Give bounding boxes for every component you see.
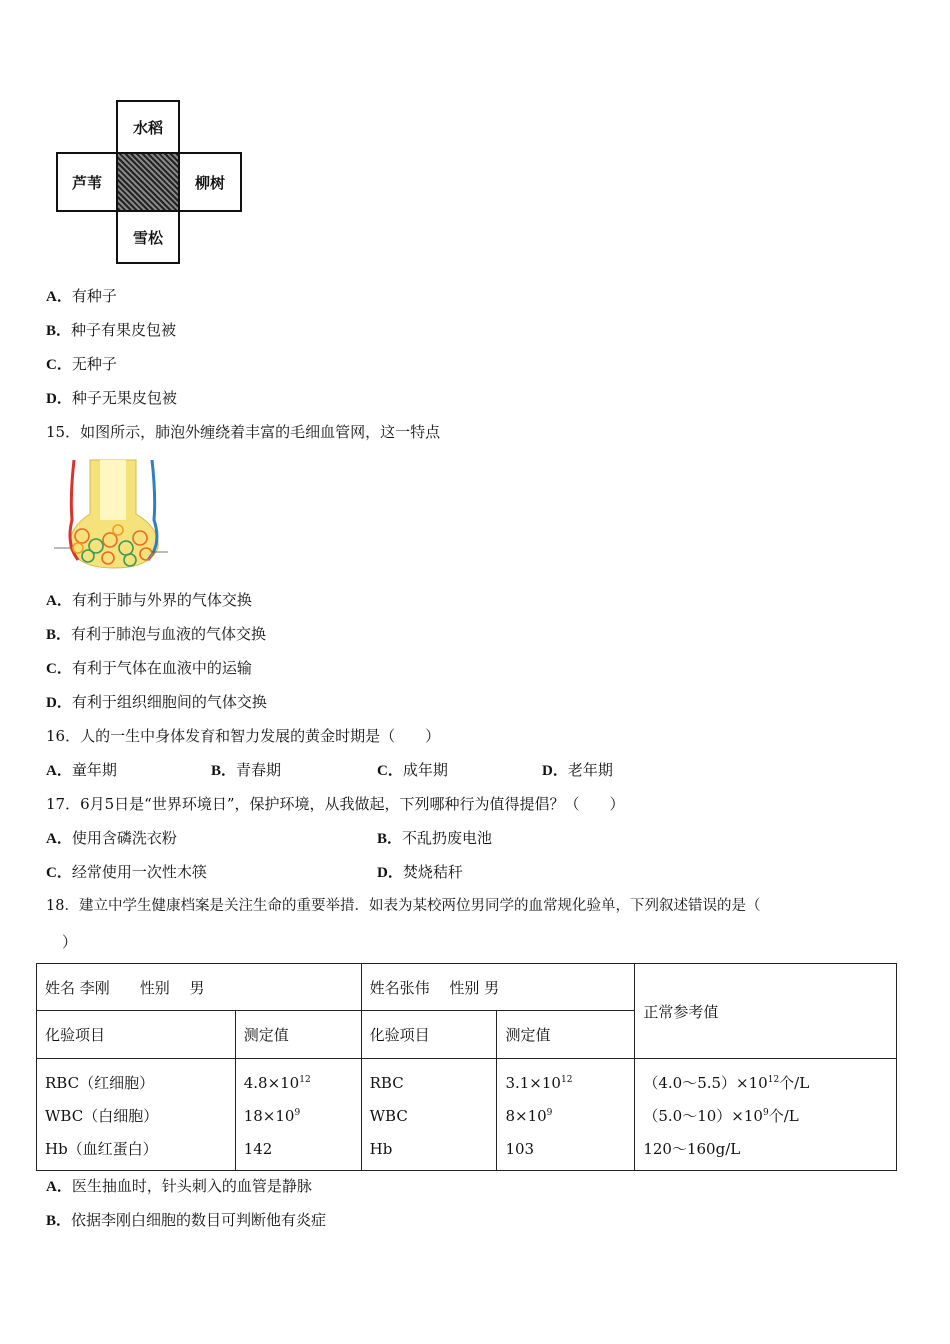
cross-cell-top bbox=[116, 100, 180, 154]
p2-value-hb: 103 bbox=[505, 1140, 535, 1158]
p2-item-rbc: RBC bbox=[369, 1074, 404, 1092]
q14-option-a: A．有种子 bbox=[46, 287, 117, 305]
p1-value-wbc: $18\times 10^9$ bbox=[243, 1107, 301, 1125]
table-row bbox=[37, 964, 897, 1011]
q18-stem-line1: 18．建立中学生健康档案是关注生命的重要举措．如表为某校两位男同学的血常规化验单，下列叙述错误的是（ bbox=[46, 898, 761, 914]
p1-header: 姓名 李刚 性别 男 bbox=[37, 964, 362, 1011]
q16-option-c: C．成年期 bbox=[377, 761, 448, 779]
ref-value-hb: 120～160g/L bbox=[643, 1140, 741, 1158]
cross-label-bottom: 雪松 bbox=[132, 228, 163, 247]
q14-option-b: B．种子有果皮包被 bbox=[46, 321, 177, 339]
p2-col-item: 化验项目 bbox=[361, 1011, 497, 1059]
p2-col-value: 测定值 bbox=[497, 1011, 635, 1059]
p2-value-wbc: $8\times 10^9$ bbox=[505, 1107, 553, 1125]
q15-stem: 15．如图所示，肺泡外缠绕着丰富的毛细血管网，这一特点 bbox=[46, 423, 441, 441]
p2-item-hb: Hb bbox=[369, 1140, 393, 1158]
q15-option-b: B．有利于肺泡与血液的气体交换 bbox=[46, 625, 267, 643]
p2-items-cell bbox=[361, 1059, 497, 1171]
p1-items-cell bbox=[37, 1059, 236, 1171]
ref-value-rbc: $(4.0\sim 5.5)\times 10^{12}$个/L bbox=[643, 1074, 810, 1092]
cross-cell-left bbox=[56, 152, 118, 212]
cross-label-right: 柳树 bbox=[194, 173, 225, 192]
q18-option-a: A．医生抽血时，针头刺入的血管是静脉 bbox=[46, 1177, 312, 1195]
p2-header: 姓名张伟 性别 男 bbox=[361, 964, 635, 1011]
q15-option-c: C．有利于气体在血液中的运输 bbox=[46, 659, 252, 677]
p1-value-rbc: $4.8\times 10^{12}$ bbox=[243, 1074, 311, 1092]
p2-value-rbc: $3.1\times 10^{12}$ bbox=[505, 1074, 573, 1092]
q17-option-b: B．不乱扔废电池 bbox=[377, 829, 493, 847]
q15-option-a: A．有利于肺与外界的气体交换 bbox=[46, 591, 252, 609]
p1-value-hb: 142 bbox=[243, 1140, 273, 1158]
q18-option-b: B．依据李刚白细胞的数目可判断他有炎症 bbox=[46, 1211, 327, 1229]
p1-values-cell bbox=[235, 1059, 361, 1171]
q17-stem: 17．6月5日是“世界环境日”，保护环境，从我做起，下列哪种行为值得提倡？（ ） bbox=[46, 795, 625, 813]
p1-item-hb: Hb（血红蛋白） bbox=[45, 1140, 158, 1158]
q14-option-d: D．种子无果皮包被 bbox=[46, 389, 177, 407]
ref-values-cell bbox=[635, 1059, 897, 1171]
cross-label-top: 水稻 bbox=[132, 118, 163, 137]
cross-label-left: 芦苇 bbox=[71, 173, 102, 192]
p1-item-rbc: RBC（红细胞） bbox=[45, 1074, 155, 1092]
p1-col-value: 测定值 bbox=[235, 1011, 361, 1059]
q16-stem: 16．人的一生中身体发育和智力发展的黄金时期是（ ） bbox=[46, 727, 441, 745]
alveolus-capillary-illustration bbox=[48, 456, 180, 574]
p1-col-item: 化验项目 bbox=[37, 1011, 236, 1059]
cross-center-hatched bbox=[116, 152, 180, 212]
table-row bbox=[37, 1059, 897, 1171]
q16-option-d: D．老年期 bbox=[542, 761, 613, 779]
ref-header: 正常参考值 bbox=[635, 964, 897, 1059]
p2-item-wbc: WBC bbox=[369, 1107, 408, 1125]
p1-item-wbc: WBC（白细胞） bbox=[45, 1107, 159, 1125]
q16-option-b: B．青春期 bbox=[211, 761, 282, 779]
q15-option-d: D．有利于组织细胞间的气体交换 bbox=[46, 693, 267, 711]
q18-stem-line2: ） bbox=[62, 933, 78, 951]
q16-option-a: A．童年期 bbox=[46, 761, 117, 779]
blood-test-table bbox=[36, 963, 897, 1171]
q17-option-a: A．使用含磷洗衣粉 bbox=[46, 829, 177, 847]
q14-option-c: C．无种子 bbox=[46, 355, 117, 373]
cross-cell-right bbox=[178, 152, 242, 212]
q17-option-d: D．焚烧秸秆 bbox=[377, 863, 463, 881]
q17-option-c: C．经常使用一次性木筷 bbox=[46, 863, 207, 881]
ref-value-wbc: $(5.0\sim 10)\times 10^9$个/L bbox=[643, 1107, 799, 1125]
p2-values-cell bbox=[497, 1059, 635, 1171]
cross-cell-bottom bbox=[116, 210, 180, 264]
